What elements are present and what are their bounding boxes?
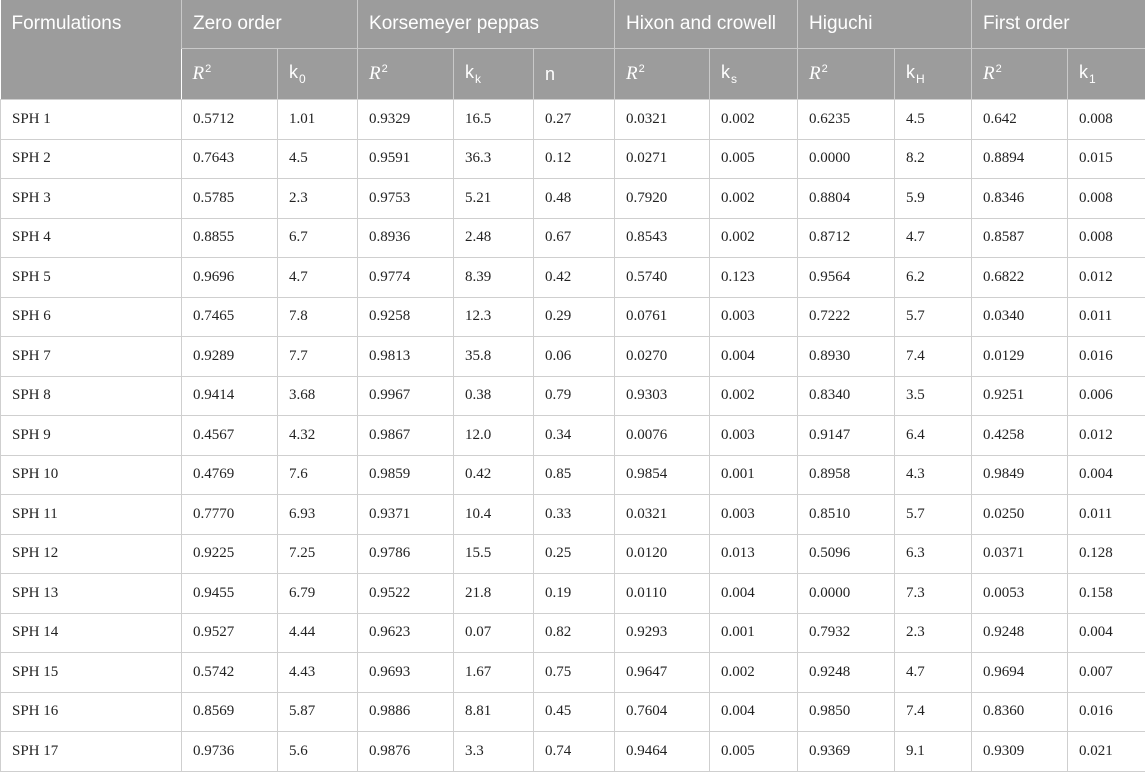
- cell-formulation: SPH 15: [1, 653, 182, 693]
- cell-hig-kh: 2.3: [895, 613, 972, 653]
- subheader-kp-n: n: [534, 49, 615, 100]
- cell-hig-r2: 0.5096: [798, 534, 895, 574]
- cell-hig-kh: 6.2: [895, 258, 972, 298]
- cell-fo-r2: 0.0371: [972, 534, 1068, 574]
- cell-kp-r2: 0.9967: [358, 376, 454, 416]
- cell-hc-r2: 0.9464: [615, 732, 710, 772]
- cell-hig-r2: 0.9369: [798, 732, 895, 772]
- cell-hig-r2: 0.8804: [798, 179, 895, 219]
- cell-fo-k1: 0.015: [1068, 139, 1145, 179]
- cell-hc-r2: 0.0761: [615, 297, 710, 337]
- subheader-kp-kk: $k_k$: [454, 49, 534, 100]
- cell-zero-k0: 5.6: [278, 732, 358, 772]
- cell-kp-n: 0.67: [534, 218, 615, 258]
- cell-zero-r2: 0.9225: [182, 534, 278, 574]
- cell-kp-kk: 0.07: [454, 613, 534, 653]
- cell-kp-r2: 0.9522: [358, 574, 454, 614]
- cell-zero-k0: 5.87: [278, 692, 358, 732]
- cell-fo-k1: 0.012: [1068, 258, 1145, 298]
- table-row: [1, 613, 1145, 653]
- cell-kp-kk: 15.5: [454, 534, 534, 574]
- cell-fo-r2: 0.9248: [972, 613, 1068, 653]
- cell-zero-k0: 6.7: [278, 218, 358, 258]
- cell-hig-r2: 0.9248: [798, 653, 895, 693]
- cell-zero-r2: 0.8569: [182, 692, 278, 732]
- table-row: [1, 692, 1145, 732]
- cell-kp-kk: 10.4: [454, 495, 534, 535]
- cell-kp-n: 0.75: [534, 653, 615, 693]
- cell-kp-n: 0.48: [534, 179, 615, 219]
- cell-kp-r2: 0.9329: [358, 100, 454, 140]
- cell-zero-k0: 2.3: [278, 179, 358, 219]
- cell-hig-kh: 4.7: [895, 218, 972, 258]
- cell-hc-r2: 0.9293: [615, 613, 710, 653]
- cell-zero-r2: 0.9696: [182, 258, 278, 298]
- header-formulations: Formulations: [1, 0, 182, 100]
- table-row: [1, 100, 1145, 140]
- cell-hig-r2: 0.7932: [798, 613, 895, 653]
- cell-kp-n: 0.45: [534, 692, 615, 732]
- cell-fo-k1: 0.012: [1068, 416, 1145, 456]
- header-higuchi: Higuchi: [798, 0, 972, 49]
- cell-zero-r2: 0.8855: [182, 218, 278, 258]
- cell-fo-k1: 0.011: [1068, 495, 1145, 535]
- cell-kp-r2: 0.9859: [358, 455, 454, 495]
- cell-hc-ks: 0.004: [710, 574, 798, 614]
- cell-kp-n: 0.19: [534, 574, 615, 614]
- cell-kp-kk: 8.39: [454, 258, 534, 298]
- table-row: [1, 376, 1145, 416]
- cell-fo-r2: 0.8894: [972, 139, 1068, 179]
- cell-kp-n: 0.06: [534, 337, 615, 377]
- cell-hc-ks: 0.002: [710, 653, 798, 693]
- cell-kp-r2: 0.9786: [358, 534, 454, 574]
- cell-hc-ks: 0.003: [710, 297, 798, 337]
- cell-kp-kk: 3.3: [454, 732, 534, 772]
- cell-fo-r2: 0.0053: [972, 574, 1068, 614]
- cell-formulation: SPH 17: [1, 732, 182, 772]
- cell-hc-ks: 0.013: [710, 534, 798, 574]
- cell-kp-r2: 0.9753: [358, 179, 454, 219]
- cell-formulation: SPH 16: [1, 692, 182, 732]
- table-row: [1, 574, 1145, 614]
- cell-zero-k0: 1.01: [278, 100, 358, 140]
- cell-hc-r2: 0.0270: [615, 337, 710, 377]
- cell-kp-r2: 0.8936: [358, 218, 454, 258]
- cell-zero-k0: 7.6: [278, 455, 358, 495]
- cell-zero-k0: 7.8: [278, 297, 358, 337]
- table-row: [1, 534, 1145, 574]
- cell-fo-r2: 0.9309: [972, 732, 1068, 772]
- cell-hig-r2: 0.9850: [798, 692, 895, 732]
- cell-kp-r2: 0.9876: [358, 732, 454, 772]
- cell-hc-ks: 0.005: [710, 139, 798, 179]
- cell-hig-kh: 5.7: [895, 495, 972, 535]
- cell-fo-r2: 0.9849: [972, 455, 1068, 495]
- cell-zero-r2: 0.9289: [182, 337, 278, 377]
- cell-fo-r2: 0.8346: [972, 179, 1068, 219]
- cell-hig-r2: 0.0000: [798, 574, 895, 614]
- cell-formulation: SPH 2: [1, 139, 182, 179]
- cell-fo-k1: 0.128: [1068, 534, 1145, 574]
- cell-fo-k1: 0.004: [1068, 613, 1145, 653]
- cell-hig-r2: 0.6235: [798, 100, 895, 140]
- cell-hig-kh: 9.1: [895, 732, 972, 772]
- cell-kp-n: 0.42: [534, 258, 615, 298]
- cell-hig-r2: 0.8510: [798, 495, 895, 535]
- cell-hig-r2: 0.8930: [798, 337, 895, 377]
- cell-kp-r2: 0.9371: [358, 495, 454, 535]
- cell-fo-k1: 0.011: [1068, 297, 1145, 337]
- cell-zero-k0: 4.5: [278, 139, 358, 179]
- header-zero-order: Zero order: [182, 0, 358, 49]
- table-header: [1, 0, 1145, 100]
- cell-kp-kk: 2.48: [454, 218, 534, 258]
- cell-fo-r2: 0.6822: [972, 258, 1068, 298]
- table-row: [1, 455, 1145, 495]
- header-group-row: [1, 0, 1145, 49]
- cell-hig-kh: 4.5: [895, 100, 972, 140]
- cell-fo-k1: 0.008: [1068, 100, 1145, 140]
- cell-formulation: SPH 4: [1, 218, 182, 258]
- cell-formulation: SPH 7: [1, 337, 182, 377]
- cell-formulation: SPH 1: [1, 100, 182, 140]
- table-row: [1, 179, 1145, 219]
- cell-hig-r2: 0.9147: [798, 416, 895, 456]
- cell-hc-r2: 0.0120: [615, 534, 710, 574]
- cell-formulation: SPH 14: [1, 613, 182, 653]
- cell-kp-n: 0.82: [534, 613, 615, 653]
- cell-hig-kh: 5.7: [895, 297, 972, 337]
- cell-zero-k0: 7.7: [278, 337, 358, 377]
- cell-formulation: SPH 5: [1, 258, 182, 298]
- cell-formulation: SPH 8: [1, 376, 182, 416]
- cell-formulation: SPH 9: [1, 416, 182, 456]
- cell-hc-ks: 0.005: [710, 732, 798, 772]
- subheader-zero-k0: $k_0$: [278, 49, 358, 100]
- cell-zero-r2: 0.9414: [182, 376, 278, 416]
- cell-kp-n: 0.25: [534, 534, 615, 574]
- cell-fo-k1: 0.006: [1068, 376, 1145, 416]
- cell-hig-kh: 7.4: [895, 337, 972, 377]
- table-row: [1, 258, 1145, 298]
- subheader-hig-r2: $R^2$: [798, 49, 895, 100]
- cell-kp-n: 0.29: [534, 297, 615, 337]
- cell-hc-r2: 0.0321: [615, 100, 710, 140]
- cell-fo-r2: 0.0340: [972, 297, 1068, 337]
- cell-kp-kk: 36.3: [454, 139, 534, 179]
- cell-zero-r2: 0.9455: [182, 574, 278, 614]
- cell-kp-kk: 21.8: [454, 574, 534, 614]
- table-row: [1, 732, 1145, 772]
- cell-hig-kh: 5.9: [895, 179, 972, 219]
- header-hixon-crowell: Hixon and crowell: [615, 0, 798, 49]
- cell-hc-r2: 0.7604: [615, 692, 710, 732]
- cell-kp-r2: 0.9867: [358, 416, 454, 456]
- cell-hc-ks: 0.003: [710, 416, 798, 456]
- cell-zero-r2: 0.5712: [182, 100, 278, 140]
- cell-formulation: SPH 12: [1, 534, 182, 574]
- cell-zero-k0: 4.44: [278, 613, 358, 653]
- cell-hc-r2: 0.5740: [615, 258, 710, 298]
- cell-kp-r2: 0.9886: [358, 692, 454, 732]
- cell-hig-kh: 7.4: [895, 692, 972, 732]
- subheader-fo-k1: $k_1$: [1068, 49, 1145, 100]
- cell-hc-ks: 0.004: [710, 337, 798, 377]
- table-row: [1, 653, 1145, 693]
- cell-fo-k1: 0.008: [1068, 179, 1145, 219]
- cell-hc-ks: 0.002: [710, 100, 798, 140]
- cell-kp-n: 0.27: [534, 100, 615, 140]
- cell-zero-r2: 0.4769: [182, 455, 278, 495]
- table-body: [1, 100, 1145, 772]
- cell-kp-kk: 8.81: [454, 692, 534, 732]
- cell-kp-n: 0.74: [534, 732, 615, 772]
- cell-fo-r2: 0.0129: [972, 337, 1068, 377]
- cell-fo-k1: 0.021: [1068, 732, 1145, 772]
- subheader-kp-r2: $R^2$: [358, 49, 454, 100]
- cell-fo-r2: 0.4258: [972, 416, 1068, 456]
- cell-kp-r2: 0.9774: [358, 258, 454, 298]
- cell-formulation: SPH 3: [1, 179, 182, 219]
- cell-kp-kk: 12.0: [454, 416, 534, 456]
- cell-hig-kh: 3.5: [895, 376, 972, 416]
- cell-kp-r2: 0.9591: [358, 139, 454, 179]
- header-first-order: First order: [972, 0, 1145, 49]
- cell-fo-k1: 0.007: [1068, 653, 1145, 693]
- cell-hig-r2: 0.7222: [798, 297, 895, 337]
- subheader-zero-r2: $R^2$: [182, 49, 278, 100]
- cell-hc-ks: 0.001: [710, 455, 798, 495]
- subheader-hc-r2: $R^2$: [615, 49, 710, 100]
- cell-zero-k0: 4.43: [278, 653, 358, 693]
- cell-fo-r2: 0.642: [972, 100, 1068, 140]
- cell-kp-r2: 0.9258: [358, 297, 454, 337]
- cell-kp-r2: 0.9693: [358, 653, 454, 693]
- cell-hig-kh: 6.4: [895, 416, 972, 456]
- cell-hc-ks: 0.002: [710, 179, 798, 219]
- cell-hc-r2: 0.8543: [615, 218, 710, 258]
- cell-formulation: SPH 11: [1, 495, 182, 535]
- cell-hc-ks: 0.123: [710, 258, 798, 298]
- cell-hc-r2: 0.9854: [615, 455, 710, 495]
- cell-hc-ks: 0.002: [710, 218, 798, 258]
- cell-kp-kk: 5.21: [454, 179, 534, 219]
- cell-hig-r2: 0.0000: [798, 139, 895, 179]
- cell-hc-ks: 0.001: [710, 613, 798, 653]
- cell-kp-kk: 12.3: [454, 297, 534, 337]
- cell-hc-r2: 0.9647: [615, 653, 710, 693]
- cell-kp-kk: 0.42: [454, 455, 534, 495]
- cell-kp-n: 0.34: [534, 416, 615, 456]
- header-korsemeyer-peppas: Korsemeyer peppas: [358, 0, 615, 49]
- subheader-hig-kh: $k_H$: [895, 49, 972, 100]
- cell-kp-kk: 16.5: [454, 100, 534, 140]
- cell-hc-r2: 0.9303: [615, 376, 710, 416]
- cell-hc-r2: 0.0271: [615, 139, 710, 179]
- cell-kp-n: 0.85: [534, 455, 615, 495]
- cell-formulation: SPH 13: [1, 574, 182, 614]
- cell-kp-n: 0.79: [534, 376, 615, 416]
- cell-zero-r2: 0.7770: [182, 495, 278, 535]
- cell-hc-r2: 0.0110: [615, 574, 710, 614]
- cell-zero-r2: 0.7643: [182, 139, 278, 179]
- cell-hig-r2: 0.9564: [798, 258, 895, 298]
- cell-hig-kh: 7.3: [895, 574, 972, 614]
- cell-hig-r2: 0.8712: [798, 218, 895, 258]
- cell-zero-r2: 0.9736: [182, 732, 278, 772]
- table-row: [1, 416, 1145, 456]
- subheader-hc-ks: $k_s$: [710, 49, 798, 100]
- cell-kp-n: 0.12: [534, 139, 615, 179]
- cell-fo-r2: 0.9694: [972, 653, 1068, 693]
- cell-hc-ks: 0.002: [710, 376, 798, 416]
- cell-hc-ks: 0.004: [710, 692, 798, 732]
- cell-hig-kh: 4.7: [895, 653, 972, 693]
- cell-hig-kh: 4.3: [895, 455, 972, 495]
- cell-zero-k0: 7.25: [278, 534, 358, 574]
- cell-fo-k1: 0.008: [1068, 218, 1145, 258]
- cell-zero-r2: 0.9527: [182, 613, 278, 653]
- cell-fo-r2: 0.8587: [972, 218, 1068, 258]
- cell-kp-n: 0.33: [534, 495, 615, 535]
- cell-fo-k1: 0.004: [1068, 455, 1145, 495]
- cell-fo-k1: 0.016: [1068, 692, 1145, 732]
- cell-fo-k1: 0.158: [1068, 574, 1145, 614]
- cell-hc-ks: 0.003: [710, 495, 798, 535]
- cell-zero-k0: 3.68: [278, 376, 358, 416]
- table-row: [1, 337, 1145, 377]
- table-row: [1, 495, 1145, 535]
- cell-hc-r2: 0.7920: [615, 179, 710, 219]
- cell-hc-r2: 0.0321: [615, 495, 710, 535]
- table-row: [1, 218, 1145, 258]
- cell-zero-r2: 0.4567: [182, 416, 278, 456]
- cell-kp-r2: 0.9623: [358, 613, 454, 653]
- cell-zero-k0: 6.79: [278, 574, 358, 614]
- table-row: [1, 139, 1145, 179]
- cell-kp-kk: 0.38: [454, 376, 534, 416]
- cell-zero-r2: 0.5742: [182, 653, 278, 693]
- cell-fo-r2: 0.0250: [972, 495, 1068, 535]
- cell-formulation: SPH 6: [1, 297, 182, 337]
- cell-zero-r2: 0.7465: [182, 297, 278, 337]
- cell-zero-r2: 0.5785: [182, 179, 278, 219]
- cell-hc-r2: 0.0076: [615, 416, 710, 456]
- table-row: [1, 297, 1145, 337]
- cell-hig-r2: 0.8340: [798, 376, 895, 416]
- cell-fo-r2: 0.9251: [972, 376, 1068, 416]
- cell-zero-k0: 6.93: [278, 495, 358, 535]
- subheader-fo-r2: $R^2$: [972, 49, 1068, 100]
- cell-fo-k1: 0.016: [1068, 337, 1145, 377]
- cell-zero-k0: 4.32: [278, 416, 358, 456]
- cell-hig-kh: 6.3: [895, 534, 972, 574]
- cell-formulation: SPH 10: [1, 455, 182, 495]
- cell-fo-r2: 0.8360: [972, 692, 1068, 732]
- cell-hig-r2: 0.8958: [798, 455, 895, 495]
- cell-hig-kh: 8.2: [895, 139, 972, 179]
- cell-kp-kk: 35.8: [454, 337, 534, 377]
- cell-kp-r2: 0.9813: [358, 337, 454, 377]
- cell-kp-kk: 1.67: [454, 653, 534, 693]
- cell-zero-k0: 4.7: [278, 258, 358, 298]
